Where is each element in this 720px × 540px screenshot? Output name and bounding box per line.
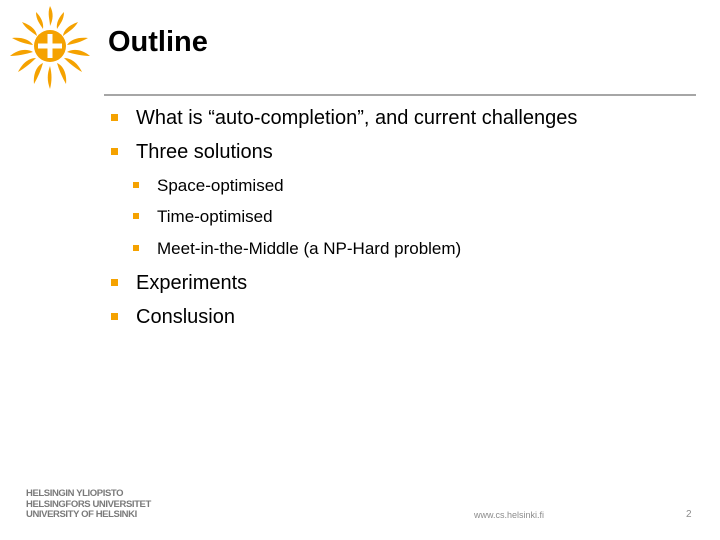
- university-name-en: UNIVERSITY OF HELSINKI: [26, 509, 137, 520]
- bullet-marker-icon: [111, 313, 118, 320]
- university-name-sv: HELSINGFORS UNIVERSITET: [26, 498, 151, 510]
- bullet-text: Three solutions: [136, 141, 273, 163]
- university-names: [26, 489, 151, 521]
- bullet-marker-icon: [111, 279, 118, 286]
- bullet-marker-icon: [111, 114, 118, 121]
- bullet-text: Space-optimised: [157, 176, 284, 195]
- university-name-fi: HELSINGIN YLIOPISTO: [26, 488, 124, 499]
- bullet-text: Conslusion: [136, 306, 235, 328]
- bullet-text: Experiments: [136, 272, 248, 294]
- bullet-text: Time-optimised: [157, 207, 273, 226]
- bullet-marker-icon: [111, 148, 118, 155]
- bullet-text: What is “auto-completion”, and current challenges: [136, 107, 578, 129]
- slide-title: Outline: [108, 26, 208, 58]
- bullet-marker-icon: [133, 213, 139, 219]
- page-number: 2: [686, 509, 692, 520]
- bullet-marker-icon: [133, 245, 139, 251]
- bullet-text: Meet-in-the-Middle (a NP-Hard problem): [157, 239, 462, 258]
- bullet-marker-icon: [133, 182, 139, 188]
- footer-url: www.cs.helsinki.fi: [474, 510, 545, 520]
